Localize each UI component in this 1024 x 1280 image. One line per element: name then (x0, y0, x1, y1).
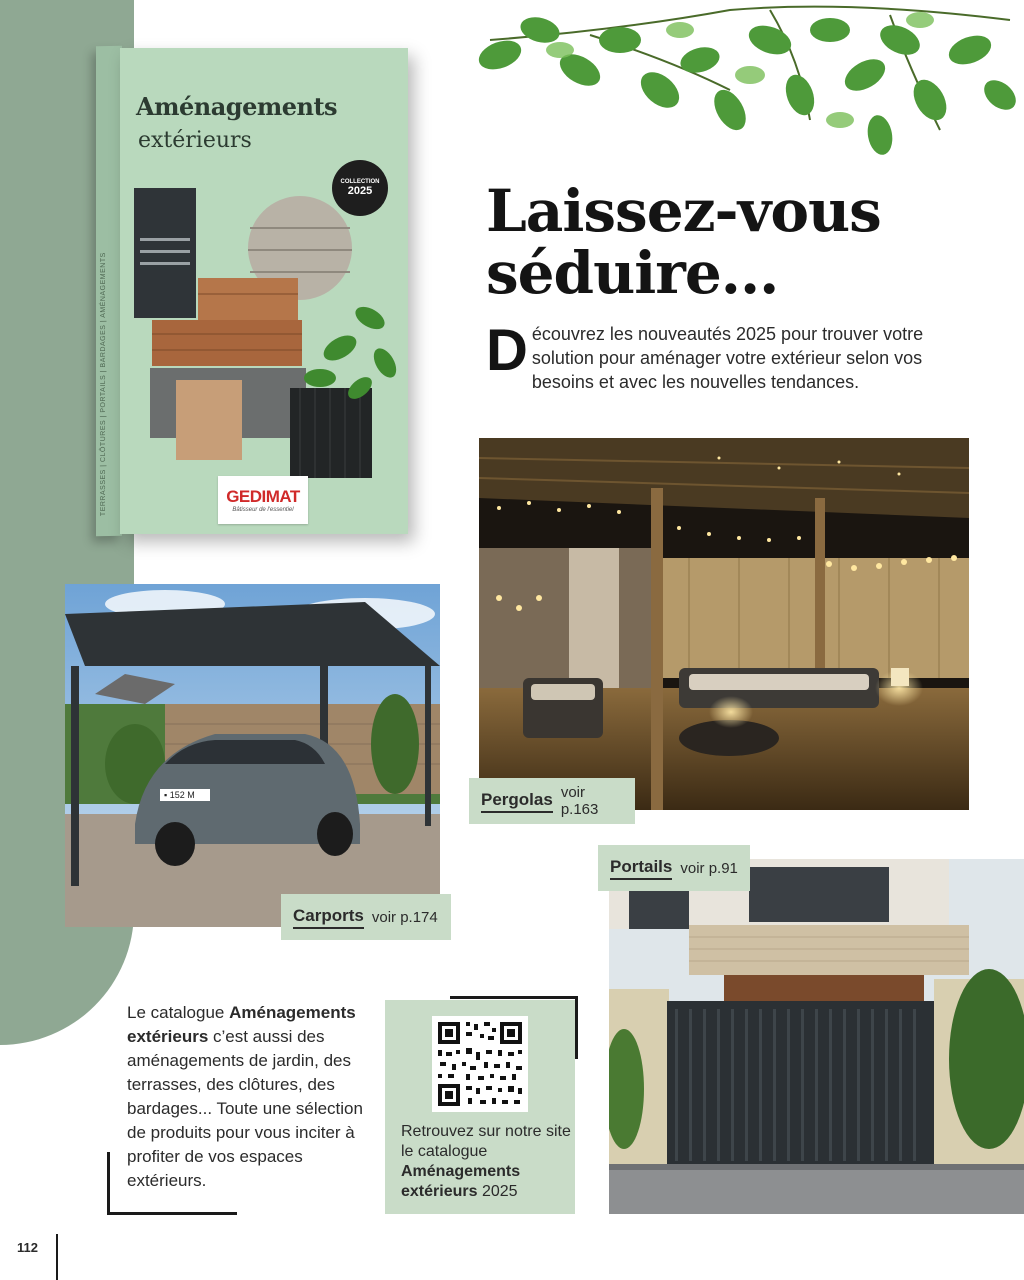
book-title-line1: Aménagements (136, 92, 338, 121)
portails-tag-page: voir p.91 (680, 859, 738, 877)
gedimat-logo-tagline: Bâtisseur de l'essentiel (232, 507, 294, 513)
intro-paragraph (486, 318, 966, 394)
gedimat-logo-name: GEDIMAT (226, 487, 300, 506)
qr-caption-year: 2025 (477, 1183, 518, 1200)
catalog-cover (120, 48, 408, 534)
carport-photo (65, 584, 440, 927)
leaves-decoration (470, 0, 1024, 170)
gedimat-logo (218, 476, 308, 524)
catalog-description-rest: c’est aussi des aménagements de jardin, des terrasses, des clôtures, des bardages... Toute une sélection de produits pour vous inciter à profiter de vos espaces extérieurs. (127, 1027, 363, 1190)
carports-tag-page: voir p.174 (371, 908, 438, 926)
page-number: 112 (17, 1240, 38, 1255)
book-spine (96, 46, 122, 536)
decorative-bracket (450, 996, 578, 999)
decorative-bracket (575, 996, 578, 1059)
material-samples-illustration (120, 178, 408, 478)
intro-dropcap: D (486, 318, 528, 383)
collection-badge-year: 2025 (347, 185, 373, 197)
catalog-description (127, 1001, 377, 1193)
headline-line2: séduire... (486, 239, 779, 307)
decorative-bracket (107, 1212, 237, 1215)
headline-line1: Laissez-vous (486, 177, 881, 245)
book-spine-text: TERRASSES | CLÔTURES | PORTAILS | BARDAGES | AMÉNAGEMENTS (100, 252, 107, 517)
car-license-plate: ▪ 152 M (164, 790, 195, 800)
carports-tag-name: Carports (293, 906, 364, 929)
intro-text: écouvrez les nouveautés 2025 pour trouver votre solution pour aménager votre extérieur selon vos besoins et avec les nouvelles tendances. (531, 324, 924, 392)
carports-tag[interactable] (281, 894, 451, 940)
qr-code[interactable] (432, 1016, 528, 1112)
qr-code-box (385, 1000, 575, 1214)
qr-code-caption (401, 1122, 571, 1202)
pergolas-tag-page: voir p.163 (560, 784, 599, 818)
portail-photo (609, 859, 1024, 1214)
qr-code-icon (432, 1016, 528, 1112)
portails-tag-name: Portails (610, 857, 672, 880)
pergolas-tag[interactable] (469, 778, 635, 824)
collection-badge-label: COLLECTION (340, 179, 380, 185)
book-title-line2: extérieurs (138, 128, 252, 153)
qr-caption-intro: Retrouvez sur notre site le catalogue (401, 1123, 571, 1160)
catalog-description-intro: Le catalogue (127, 1003, 230, 1022)
page-headline (486, 177, 881, 307)
qr-caption-title: Aménagements extérieurs (401, 1163, 521, 1200)
portails-tag[interactable] (598, 845, 750, 891)
page-number-rule (56, 1234, 58, 1280)
catalog-description-title: Aménagements extérieurs (127, 1003, 356, 1046)
decorative-bracket (107, 1152, 110, 1214)
pergola-photo (479, 438, 969, 810)
pergolas-tag-name: Pergolas (481, 790, 553, 813)
